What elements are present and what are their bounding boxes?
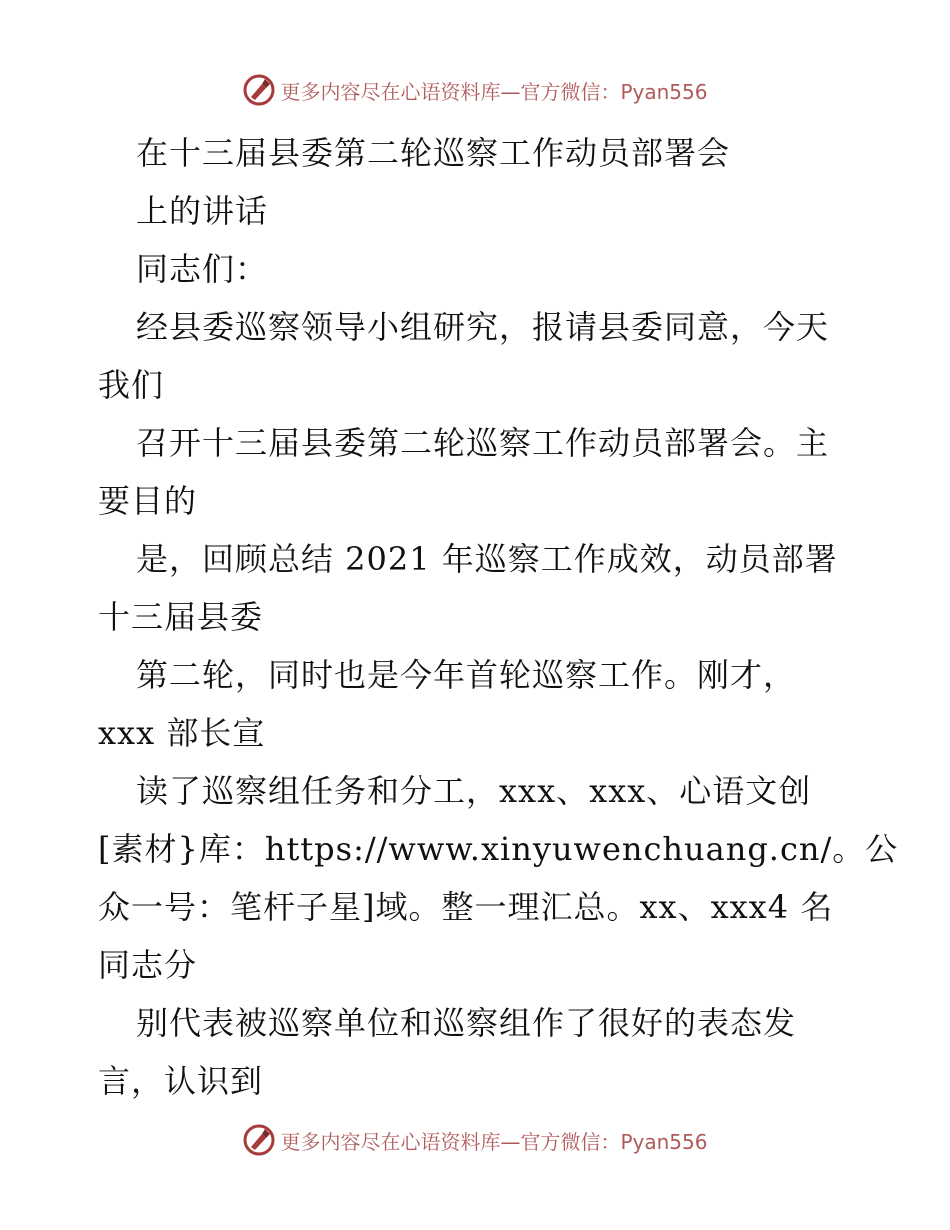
doc-line: 别代表被巡察单位和巡察组作了很好的表态发 — [136, 1004, 797, 1042]
pen-nib-circle-icon — [242, 73, 276, 107]
header-banner-text: 更多内容尽在心语资料库—官方微信：Pyan556 — [280, 79, 708, 104]
doc-line: [素材}库：https://www.xinyuwenchuang.cn/。公 — [98, 830, 899, 868]
doc-line: 第二轮，同时也是今年首轮巡察工作。刚才， — [136, 656, 797, 694]
pen-nib-circle-icon — [242, 1123, 276, 1157]
doc-line: 召开十三届县委第二轮巡察工作动员部署会。主 — [136, 424, 830, 462]
doc-line: 言，认识到 — [98, 1062, 264, 1100]
doc-line: xxx 部长宣 — [98, 714, 266, 752]
doc-line: 十三届县委 — [98, 598, 264, 636]
doc-line: 上的讲话 — [136, 192, 269, 230]
doc-line: 同志们： — [136, 250, 269, 288]
footer-banner — [0, 1120, 950, 1160]
doc-line: 读了巡察组任务和分工，xxx、xxx、心语文创 — [136, 772, 812, 810]
doc-line: 同志分 — [98, 946, 198, 984]
header-banner — [0, 70, 950, 110]
doc-line: 是，回顾总结 2021 年巡察工作成效，动员部署 — [136, 540, 838, 578]
doc-line: 我们 — [98, 366, 165, 404]
doc-line: 在十三届县委第二轮巡察工作动员部署会 — [136, 134, 731, 172]
doc-line: 要目的 — [98, 482, 198, 520]
doc-line: 经县委巡察领导小组研究，报请县委同意，今天 — [136, 308, 830, 346]
doc-line: 众一号：笔杆子星]域。整一理汇总。xx、xxx4 名 — [98, 888, 834, 926]
document-body — [98, 124, 899, 1110]
footer-banner-text: 更多内容尽在心语资料库—官方微信：Pyan556 — [280, 1129, 708, 1154]
